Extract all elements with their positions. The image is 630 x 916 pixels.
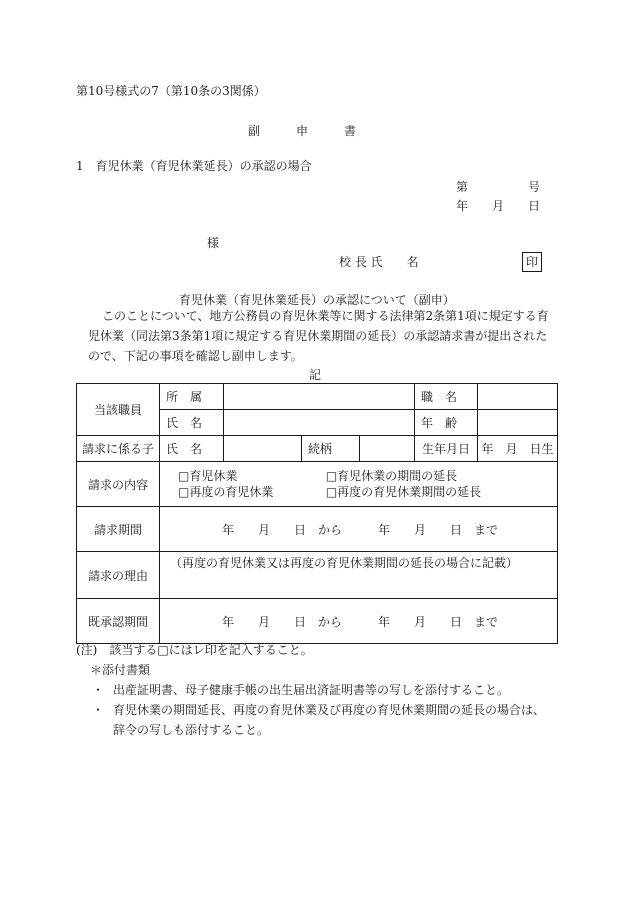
attachment-item-2: 育児休業の期間延長、再度の育児休業及び再度の育児休業期間の延長の場合は、辞令の写しも添付すること。 bbox=[113, 703, 546, 737]
body-paragraph: このことについて、地方公務員の育児休業等に関する法律第2条第1項に規定する育児休業（同法第3条第1項に規定する育児休業期間の延長）の承認請求書が提出されたので、下記の事項を確認し副申します。 bbox=[88, 309, 549, 363]
job-title-field[interactable] bbox=[478, 384, 558, 410]
reason-note: （再度の育児休業又は再度の育児休業期間の延長の場合に記載） bbox=[170, 556, 519, 570]
name-field[interactable] bbox=[224, 410, 415, 436]
birthdate-value[interactable]: 年 月 日生 bbox=[478, 436, 558, 462]
date-line: 年 月 日 bbox=[456, 199, 541, 213]
option-childcare-leave[interactable]: □育児休業 bbox=[178, 469, 238, 483]
employee-header: 当該職員 bbox=[77, 384, 160, 436]
period-value[interactable]: 年 月 日 から 年 月 日 まで bbox=[160, 507, 558, 552]
approved-header: 既承認期間 bbox=[77, 599, 160, 644]
affiliation-field[interactable] bbox=[224, 384, 415, 410]
attachments-heading: ＊添付書類 bbox=[90, 663, 151, 677]
birthdate-label: 生年月日 bbox=[415, 436, 478, 462]
name-label: 氏 名 bbox=[160, 410, 224, 436]
form-id: 第10号様式の7（第10条の3関係） bbox=[76, 84, 266, 98]
subject-line: 育児休業（育児休業延長）の承認について（副申） bbox=[179, 293, 455, 307]
child-name-field[interactable] bbox=[224, 436, 302, 462]
section-heading: 1 育児休業（育児休業延長）の承認の場合 bbox=[76, 159, 312, 173]
affiliation-label: 所 属 bbox=[160, 384, 224, 410]
request-table bbox=[76, 383, 558, 644]
bullet-2: ・ bbox=[92, 703, 105, 717]
relationship-field[interactable] bbox=[360, 436, 415, 462]
number-line: 第 号 bbox=[456, 180, 541, 194]
approved-value[interactable]: 年 月 日 から 年 月 日 まで bbox=[160, 599, 558, 644]
option-repeat-leave[interactable]: □再度の育児休業 bbox=[178, 485, 274, 499]
ki-heading: 記 bbox=[309, 368, 322, 382]
seal-mark: 印 bbox=[522, 252, 542, 272]
principal-label: 校 長 氏 名 bbox=[339, 255, 419, 269]
bullet-1: ・ bbox=[92, 683, 105, 697]
note-checkbox-instruction: (注) 該当する□にはレ印を記入すること。 bbox=[76, 643, 313, 657]
period-header: 請求期間 bbox=[77, 507, 160, 552]
attachment-item-1: 出産証明書、母子健康手帳の出生届出済証明書等の写しを添付すること。 bbox=[113, 683, 510, 697]
relationship-label: 続柄 bbox=[302, 436, 360, 462]
content-options bbox=[160, 462, 558, 507]
child-header: 請求に係る子 bbox=[77, 436, 160, 462]
option-repeat-leave-extension[interactable]: □再度の育児休業期間の延長 bbox=[325, 485, 482, 499]
document-title: 副 申 書 bbox=[248, 124, 357, 138]
reason-field[interactable] bbox=[160, 552, 558, 599]
child-name-label: 氏 名 bbox=[160, 436, 224, 462]
age-label: 年 齢 bbox=[415, 410, 478, 436]
age-field[interactable] bbox=[478, 410, 558, 436]
reason-header: 請求の理由 bbox=[77, 552, 160, 599]
job-title-label: 職 名 bbox=[415, 384, 478, 410]
addressee-suffix: 様 bbox=[207, 236, 220, 250]
option-leave-extension[interactable]: □育児休業の期間の延長 bbox=[325, 469, 458, 483]
content-header: 請求の内容 bbox=[77, 462, 160, 507]
